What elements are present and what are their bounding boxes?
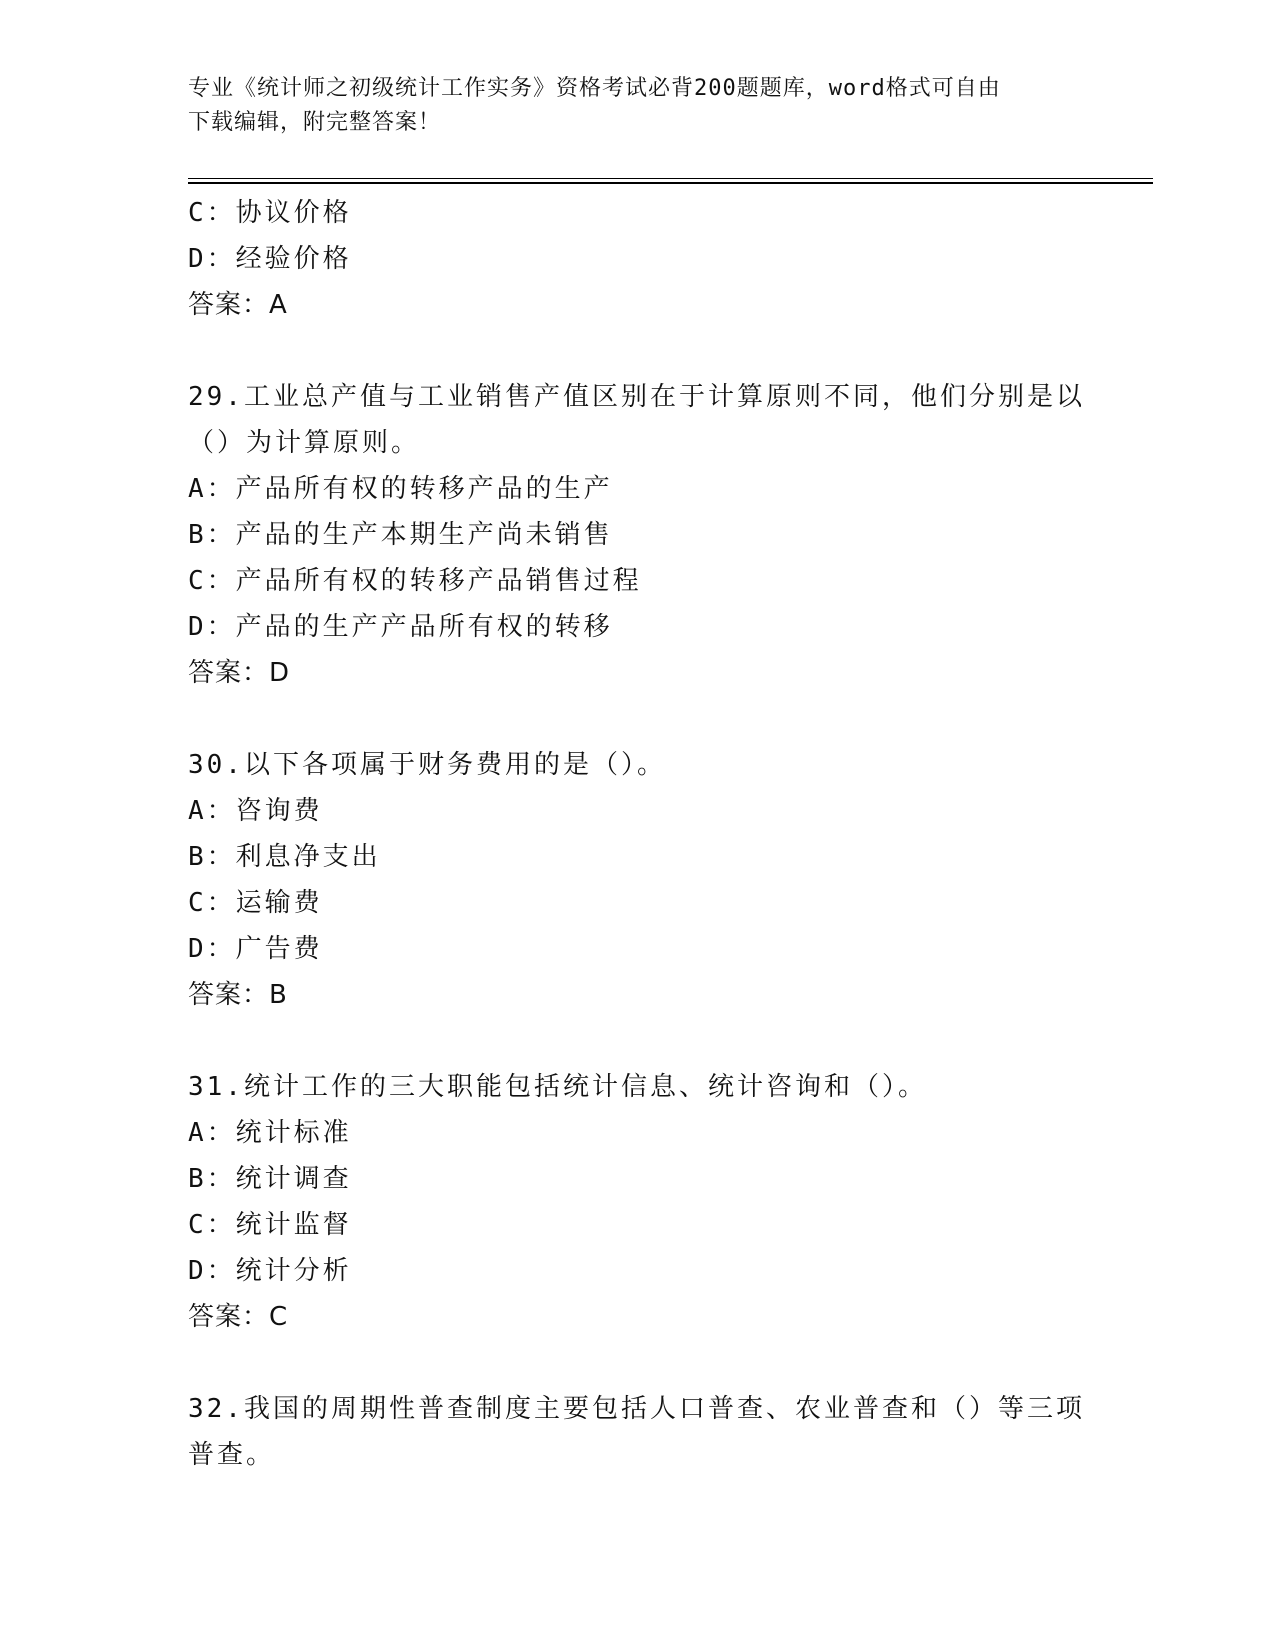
answer-line: 答案：A	[188, 290, 288, 320]
option-a: A：产品所有权的转移产品的生产	[188, 474, 613, 504]
question-stem: 31.统计工作的三大职能包括统计信息、统计咨询和（）。	[188, 1072, 927, 1102]
header-line-1: 专业《统计师之初级统计工作实务》资格考试必背200题题库，word格式可自由	[188, 76, 1001, 101]
document-header	[188, 72, 1068, 140]
option-a: A：咨询费	[188, 796, 323, 826]
option-b: B：产品的生产本期生产尚未销售	[188, 520, 613, 550]
option-b: B：利息净支出	[188, 842, 381, 872]
question-30	[188, 742, 1088, 1018]
question-stem: 普查。	[188, 1440, 276, 1470]
option-d: D：统计分析	[188, 1256, 352, 1286]
answer-line: 答案：C	[188, 1302, 289, 1332]
option-b: B：统计调查	[188, 1164, 352, 1194]
answer-line: 答案：D	[188, 658, 291, 688]
option-a: A：统计标准	[188, 1118, 352, 1148]
header-line-2: 下载编辑，附完整答案！	[188, 110, 442, 135]
option-c: C：产品所有权的转移产品销售过程	[188, 566, 642, 596]
answer-line: 答案：B	[188, 980, 288, 1010]
header-rule-thick	[188, 182, 1153, 184]
question-32	[188, 1386, 1088, 1478]
option-d: D：经验价格	[188, 244, 352, 274]
question-list	[188, 190, 1088, 1478]
option-d: D：产品的生产产品所有权的转移	[188, 612, 613, 642]
question-29	[188, 374, 1088, 696]
option-c: C：统计监督	[188, 1210, 352, 1240]
option-d: D：广告费	[188, 934, 323, 964]
question-stem: 32.我国的周期性普查制度主要包括人口普查、农业普查和（）等三项	[188, 1394, 1085, 1424]
question-31	[188, 1064, 1088, 1340]
question-stem: （）为计算原则。	[188, 428, 421, 458]
option-c: C：运输费	[188, 888, 323, 918]
question-28-tail	[188, 190, 1088, 328]
option-c: C：协议价格	[188, 198, 352, 228]
header-rule-thin	[188, 178, 1153, 179]
question-stem: 29.工业总产值与工业销售产值区别在于计算原则不同，他们分别是以	[188, 382, 1085, 412]
question-stem: 30.以下各项属于财务费用的是（）。	[188, 750, 666, 780]
